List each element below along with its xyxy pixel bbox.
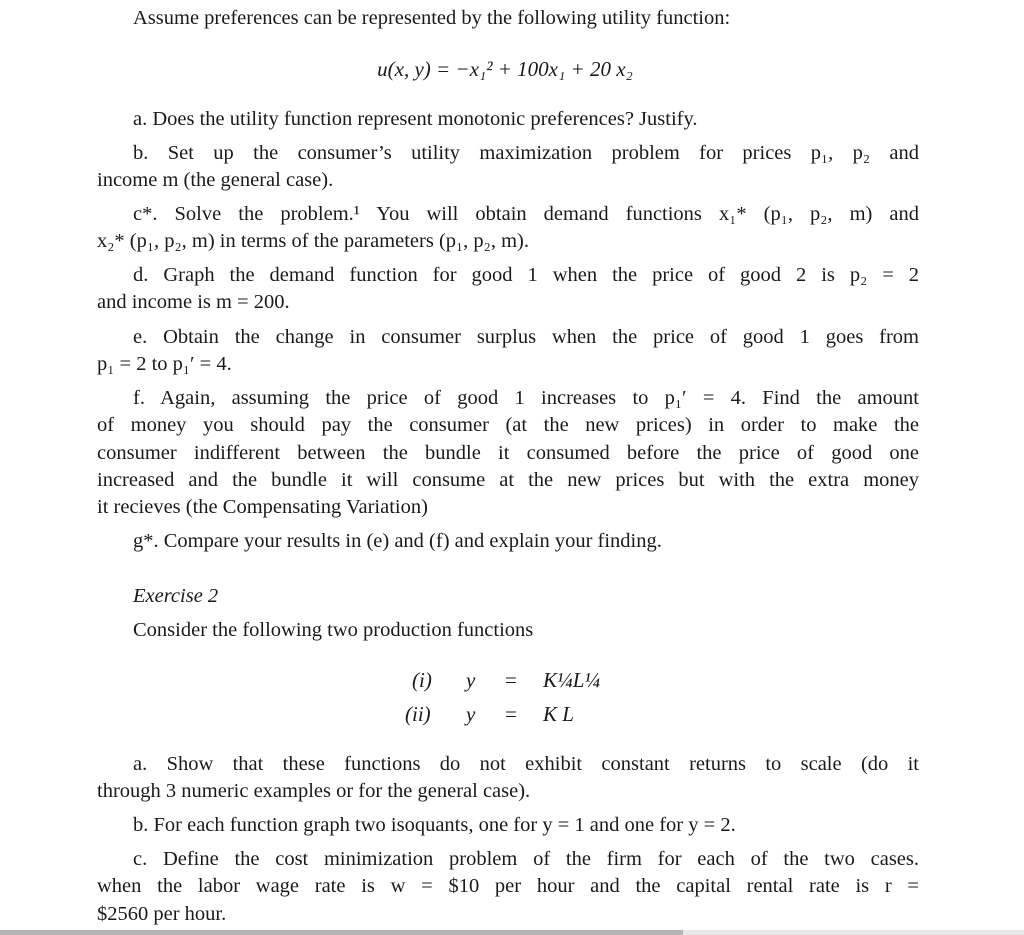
- scrollbar-thumb[interactable]: [0, 930, 683, 935]
- function-rhs: K L: [543, 702, 574, 726]
- question-c-line: c*. Solve the problem.¹ You will obtain demand functions x₁* (p₁, p₂, m) and: [133, 203, 919, 225]
- question-d-line: d. Graph the demand function for good 1 when the price of good 2 is p₂ = 2: [133, 264, 919, 286]
- question-a-line: a. Show that these functions do not exhibit constant returns to scale (do it: [133, 753, 919, 775]
- exercise-2-title: Exercise 2: [133, 585, 219, 607]
- question-d-line: and income is m = 200.: [97, 291, 290, 314]
- utility-equation: u(x, y) = −x₁² + 100x₁ + 20 x₂: [377, 57, 633, 81]
- question-b-line: income m (the general case).: [97, 169, 334, 192]
- question-f-line: f. Again, assuming the price of good 1 increases to p₁′ = 4. Find the amount: [133, 387, 919, 409]
- intro-text: Assume preferences can be represented by the following utility function:: [133, 7, 731, 29]
- question-a-line: a. Does the utility function represent monotonic preferences? Justify.: [133, 108, 698, 130]
- horizontal-scrollbar[interactable]: [0, 930, 1024, 935]
- function-rhs: K¼L¼: [543, 668, 601, 692]
- question-b-line: b. For each function graph two isoquants, one for y = 1 and one for y = 2.: [133, 814, 736, 836]
- function-equals: =: [505, 668, 517, 692]
- question-e-line: p₁ = 2 to p₁′ = 4.: [97, 353, 232, 376]
- question-f-line: of money you should pay the consumer (at the new prices) in order to make the: [97, 414, 919, 437]
- exercise-2-intro: Consider the following two production functions: [133, 619, 534, 641]
- question-c-line: $2560 per hour.: [97, 902, 227, 925]
- question-f-line: it recieves (the Compensating Variation): [97, 496, 428, 519]
- question-e-line: e. Obtain the change in consumer surplus when the price of good 1 goes from: [133, 326, 919, 348]
- function-label: (i): [412, 668, 432, 692]
- question-b-line: b. Set up the consumer’s utility maximization problem for prices p₁, p₂ and: [133, 142, 919, 164]
- question-f-line: consumer indifferent between the bundle it consumed before the price of good one: [97, 441, 919, 464]
- question-a-line: through 3 numeric examples or for the general case).: [97, 780, 531, 803]
- question-c-line: c. Define the cost minimization problem of the firm for each of the two cases.: [133, 848, 919, 870]
- question-c-line: when the labor wage rate is w = $10 per hour and the capital rental rate is r =: [97, 875, 919, 898]
- question-c-line: x₂* (p₁, p₂, m) in terms of the parameters (p₁, p₂, m).: [97, 230, 529, 253]
- question-f-line: increased and the bundle it will consume at the new prices but with the extra money: [97, 468, 919, 491]
- function-equals: =: [505, 702, 517, 726]
- function-lhs: y: [466, 702, 476, 726]
- question-g-line: g*. Compare your results in (e) and (f) and explain your finding.: [133, 530, 662, 552]
- function-lhs: y: [466, 668, 476, 692]
- function-label: (ii): [405, 702, 431, 726]
